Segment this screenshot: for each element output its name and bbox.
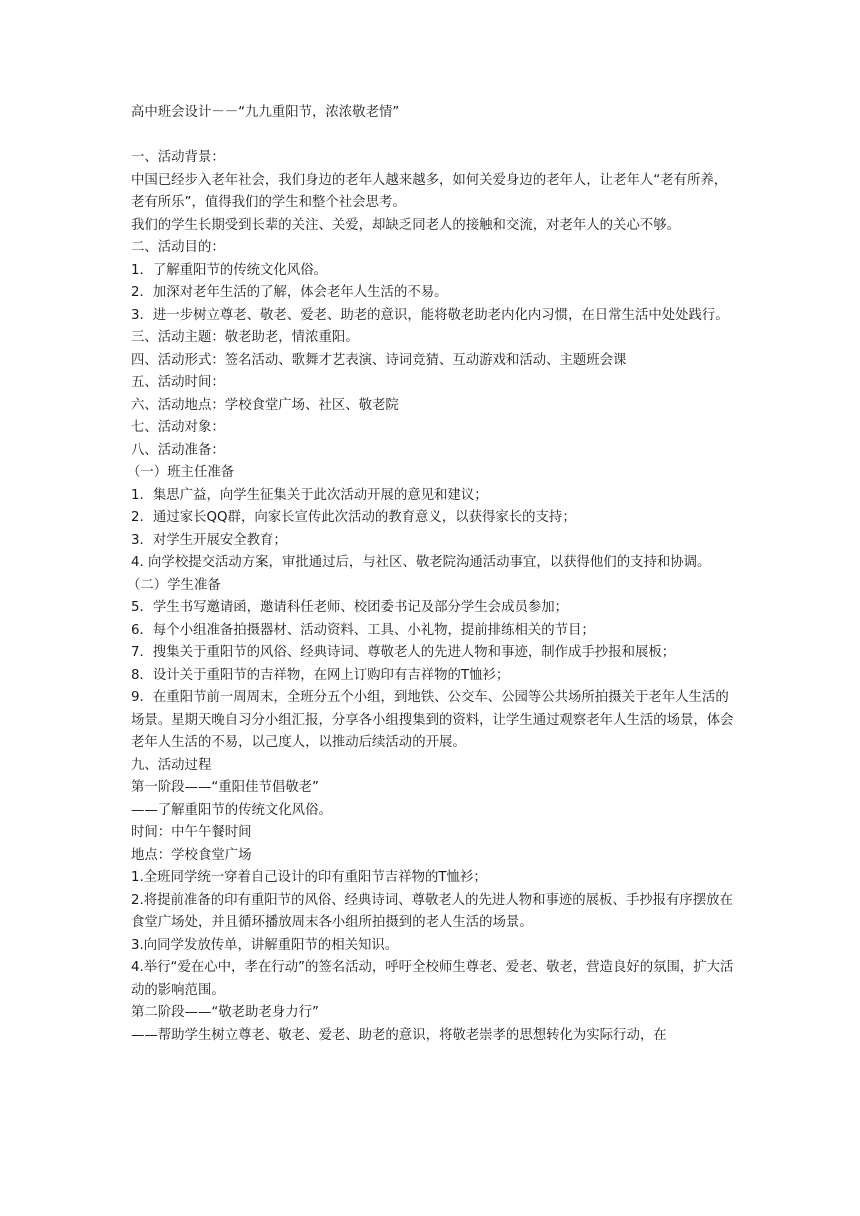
theme-line: 三、活动主题：敬老助老，情浓重阳。 [131, 330, 359, 345]
stage1-place: 地点：学校食堂广场 [131, 847, 252, 863]
prep-teacher-item-2: 2．通过家长QQ群，向家长宣传此次活动的教育意义，以获得家长的支持； [131, 510, 576, 525]
prep-student-item-5: 5．学生书写邀请函，邀请科任老师、校团委书记及部分学生会成员参加； [131, 600, 569, 615]
stage1-item-4: 4.举行“爱在心中，孝在行动”的签名活动，呼吁全校师生尊老、爱老、敬老，营造良好的氛围，扩大活动的影响范围。 [131, 960, 734, 998]
form-line: 四、活动形式：签名活动、歌舞才艺表演、诗词竞猜、互动游戏和活动、主题班会课 [131, 352, 627, 368]
prep-heading: 八、活动准备： [131, 442, 225, 458]
prep-teacher-heading: （一）班主任准备 [127, 465, 235, 480]
background-paragraph-1: 中国已经步入老年社会，我们身边的老年人越来越多，如何关爱身边的老年人，让老年人“老有所养，老有所乐”，值得我们的学生和整个社会思考。 [131, 172, 728, 210]
target-line: 七、活动对象： [131, 420, 225, 435]
process-heading: 九、活动过程 [131, 757, 212, 773]
stage1-item-2: 2.将提前准备的印有重阳节的风俗、经典诗词、尊敬老人的先进人物和事迹的展板、手抄报有序摆放在食堂广场处，并且循环播放周末各小组所拍摄到的老人生活的场景。 [131, 892, 733, 930]
purpose-heading: 二、活动目的： [131, 240, 225, 255]
stage2-subtitle: ——帮助学生树立尊老、敬老、爱老、助老的意识，将敬老崇孝的思想转化为实际行动，在 [131, 1027, 667, 1043]
document-title: 高中班会设计－－“九九重阳节，浓浓敬老情” [131, 105, 400, 120]
purpose-item-1: 1．了解重阳节的传统文化风俗。 [131, 262, 327, 278]
blank-line [131, 125, 735, 148]
prep-student-item-7: 7．搜集关于重阳节的风俗、经典诗词、尊敬老人的先进人物和事迹，制作成手抄报和展板； [131, 645, 676, 660]
prep-teacher-item-3: 3．对学生开展安全教育； [131, 532, 287, 548]
stage1-item-3: 3.向同学发放传单，讲解重阳节的相关知识。 [131, 937, 399, 953]
background-paragraph-2: 我们的学生长期受到长辈的关注、关爱，却缺乏同老人的接触和交流，对老年人的关心不够。 [131, 217, 681, 233]
prep-student-item-9: 9．在重阳节前一周周末，全班分五个小组，到地铁、公交车、公园等公共场所拍摄关于老年人生活的场景。星期天晚自习分小组汇报，分享各小组搜集到的资料，让学生通过观察老年人生活的场景，体会老年人生活的不易，以己度人，以推动后续活动的开展。 [131, 690, 734, 750]
stage1-time: 时间：中午午餐时间 [131, 825, 252, 840]
prep-student-item-6: 6．每个小组准备拍摄器材、活动资料、工具、小礼物，提前排练相关的节目； [131, 622, 595, 638]
stage1-title: 第一阶段——“重阳佳节倡敬老” [131, 780, 319, 795]
prep-teacher-item-1: 1．集思广益，向学生征集关于此次活动开展的意见和建议； [131, 487, 488, 503]
purpose-item-3: 3．进一步树立尊老、敬老、爱老、助老的意识，能将敬老助老内化内习惯，在日常生活中处处践行。 [131, 307, 729, 323]
stage2-title: 第二阶段——“敬老助老身力行” [131, 1005, 319, 1020]
prep-student-item-8: 8．设计关于重阳节的吉祥物，在网上订购印有吉祥物的T恤衫； [131, 667, 510, 683]
prep-teacher-item-4: 4. 向学校提交活动方案，审批通过后，与社区、敬老院沟通活动事宜，以获得他们的支持和协调。 [131, 555, 711, 570]
place-line: 六、活动地点：学校食堂广场、社区、敬老院 [131, 397, 399, 413]
prep-student-heading: （二）学生准备 [127, 577, 221, 593]
purpose-item-2: 2．加深对老年生活的了解，体会老年人生活的不易。 [131, 285, 448, 300]
stage1-subtitle: ——了解重阳节的传统文化风俗。 [131, 802, 332, 818]
document-page [127, 102, 735, 1047]
stage1-item-1: 1.全班同学统一穿着自己设计的印有重阳节吉祥物的T恤衫； [131, 870, 487, 885]
time-line: 五、活动时间： [131, 375, 225, 390]
background-heading: 一、活动背景： [131, 150, 225, 165]
